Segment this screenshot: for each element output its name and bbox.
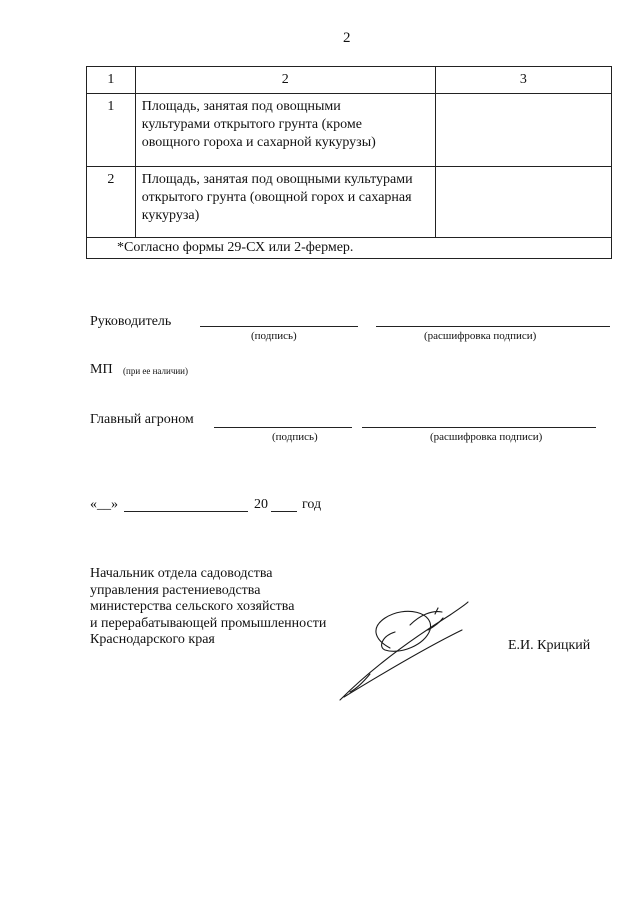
agronomist-label: Главный агроном (90, 412, 194, 427)
head-signature-line[interactable] (200, 326, 358, 327)
row-number: 1 (107, 99, 115, 114)
date-day: «__» (90, 497, 118, 512)
row-number: 2 (107, 172, 115, 187)
head-signature-caption: (подпись) (251, 330, 297, 342)
table-header-row (87, 67, 612, 94)
description-line: Площадь, занятая под овощными культурами (141, 172, 413, 187)
table-row (87, 94, 612, 167)
row-value-cell[interactable] (435, 94, 611, 167)
date-year-prefix: 20 (254, 497, 268, 512)
description-line: Площадь, занятая под овощными (141, 99, 341, 114)
stamp-label: МП (90, 362, 113, 377)
agronomist-decoding-line[interactable] (362, 427, 596, 428)
table-footnote-row (87, 238, 612, 259)
page-number: 2 (343, 30, 351, 46)
description-line: открытого грунта (овощной горох и сахарная (141, 190, 412, 205)
header-cell: 1 (87, 67, 136, 94)
stamp-note: (при ее наличии) (123, 366, 188, 376)
date-year-suffix: год (302, 497, 322, 512)
agronomist-signature-line[interactable] (214, 427, 352, 428)
signatory-name: Е.И. Крицкий (508, 638, 591, 653)
table-row (87, 167, 612, 238)
row-description-cell (135, 94, 435, 167)
header-cell: 2 (135, 67, 435, 94)
area-table (86, 66, 612, 259)
head-label: Руководитель (90, 314, 172, 329)
description-line: кукуруза) (141, 208, 200, 223)
header-cell: 3 (435, 67, 611, 94)
position-line: управления растениеводства (90, 582, 261, 598)
row-description-cell (135, 167, 435, 238)
date-month-line[interactable] (124, 511, 248, 512)
handwritten-signature (330, 570, 480, 720)
row-number-cell (87, 94, 136, 167)
position-line: министерства сельского хозяйства (90, 599, 295, 614)
head-decoding-line[interactable] (376, 326, 610, 327)
head-decoding-caption: (расшифровка подписи) (424, 330, 537, 342)
date-year-line[interactable] (271, 511, 297, 512)
position-line: Краснодарского края (90, 632, 215, 647)
position-block (90, 566, 326, 649)
position-line: Начальник отдела садоводства (90, 566, 273, 581)
row-value-cell[interactable] (435, 167, 611, 238)
table-footnote: *Согласно формы 29-СХ или 2-фермер. (87, 238, 612, 259)
description-line: овощного гороха и сахарной кукурузы) (141, 135, 376, 150)
agronomist-signature-caption: (подпись) (272, 431, 318, 443)
row-number-cell (87, 167, 136, 238)
position-line: и перерабатывающей промышленности (90, 615, 327, 631)
description-line: культурами открытого грунта (кроме (141, 117, 362, 132)
agronomist-decoding-caption: (расшифровка подписи) (430, 431, 543, 443)
